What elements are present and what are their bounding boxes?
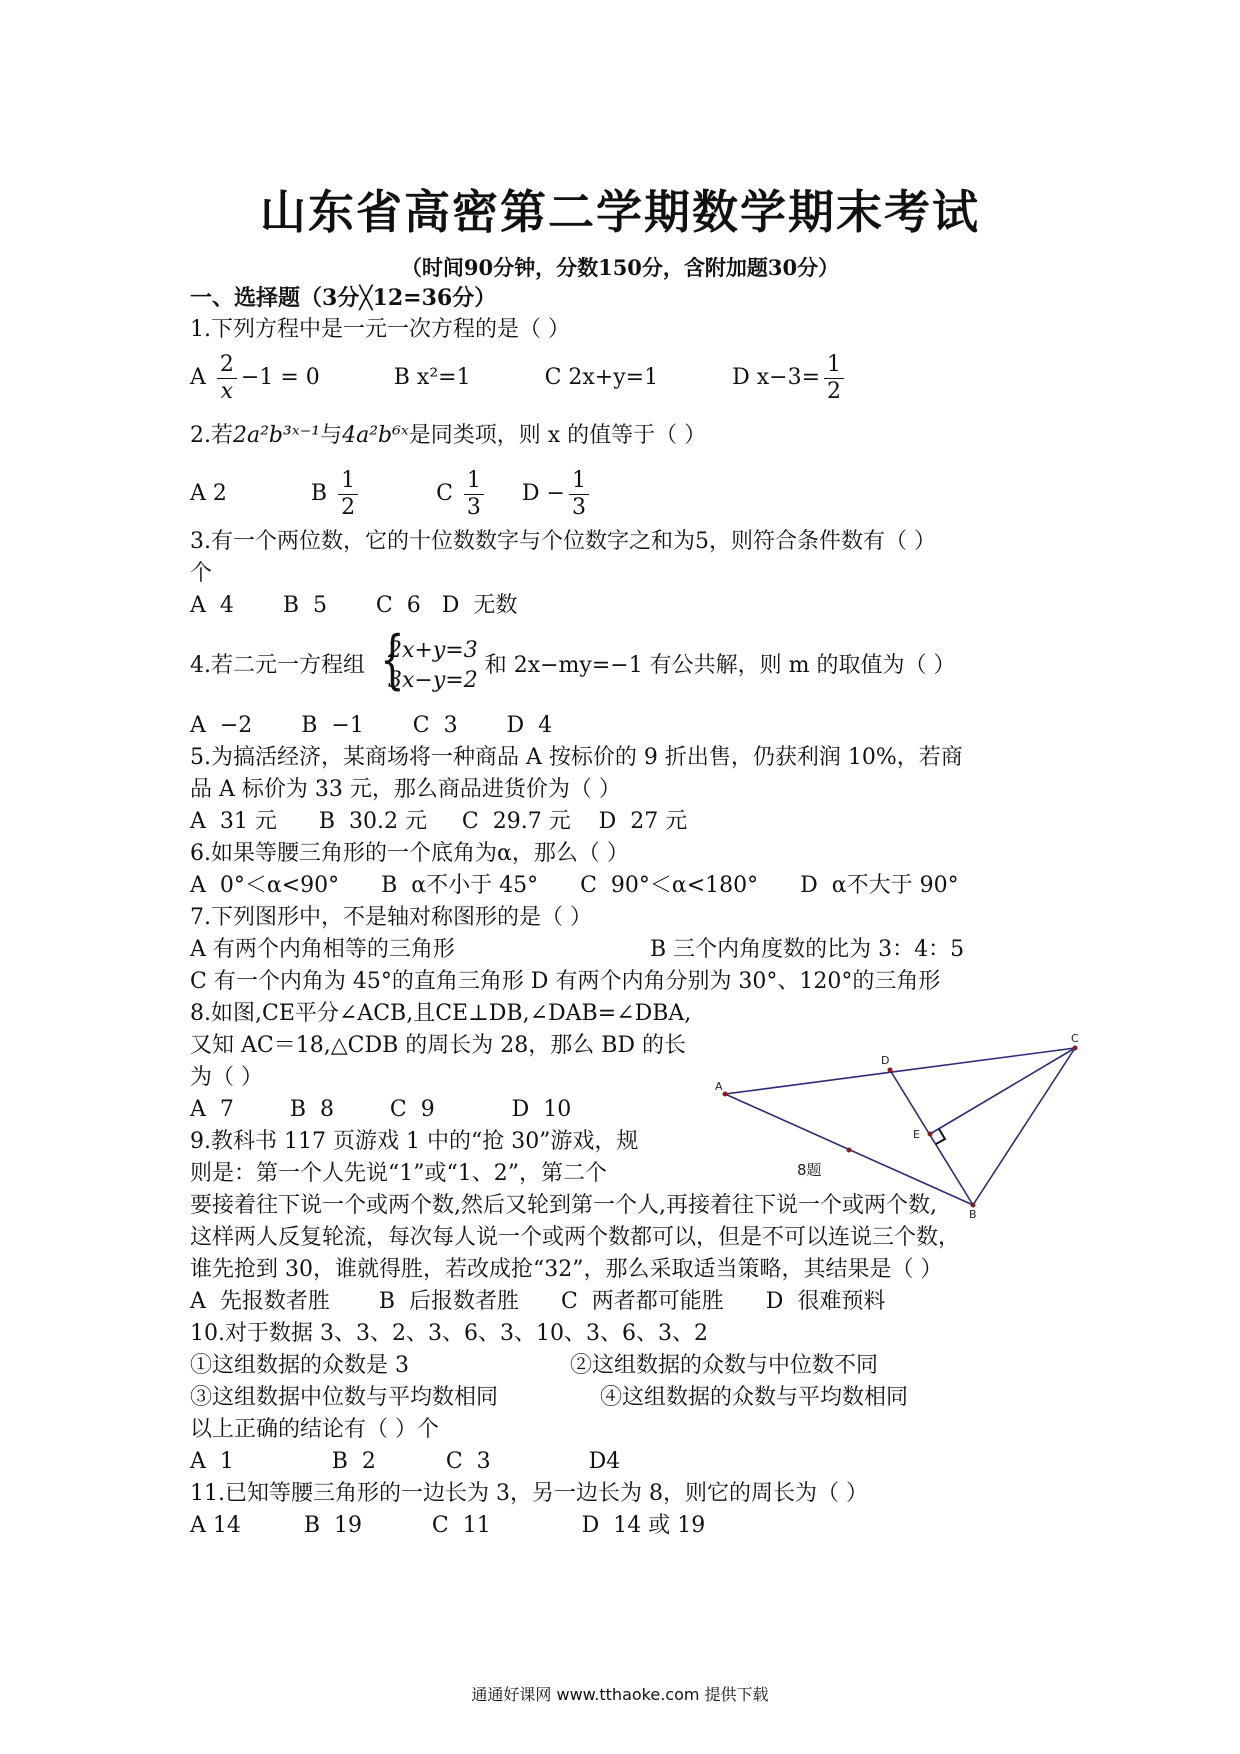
question-10-statements-34 (190, 1382, 1070, 1414)
question-10-options: A 1 B 2 C 3 D4 (190, 1449, 621, 1474)
q4-stem-post: 和 2x−my=−1 有公共解，则 m 的取值为（ ） (484, 653, 956, 678)
question-8-options: A 7 B 8 C 9 D 10 (190, 1097, 572, 1122)
q10-statement-1: ①这组数据的众数是 3 (190, 1353, 409, 1378)
q2-b-denominator: 2 (341, 494, 356, 520)
point-a (723, 1092, 728, 1097)
q1-option-a-rest: −1 = 0 (240, 365, 320, 390)
question-1-stem: 1.下列方程中是一元一次方程的是（ ） (190, 317, 570, 342)
question-7-options-cd: C 有一个内角为 45°的直角三角形 D 有两个内角分别为 30°、120°的三角形 (190, 969, 941, 994)
label-a: A (715, 1080, 723, 1093)
q4-equation-system (372, 623, 478, 697)
q2-option-b-label: B (310, 481, 328, 506)
question-5-options: A 31 元 B 30.2 元 C 29.7 元 D 27 元 (190, 809, 688, 834)
q1-option-a-label: A (190, 365, 206, 390)
q2-option-a: A 2 (190, 481, 227, 506)
q1-option-d-label: D x−3= (732, 365, 821, 390)
right-angle-marker (936, 1129, 945, 1144)
q2-stem-pre: 2.若 (190, 423, 233, 448)
segment-cb (973, 1048, 1075, 1205)
q2-option-b-fraction (338, 468, 358, 521)
question-9-line-4: 这样两人反复轮流，每次每人说一个或两个数都可以，但是不可以连说三个数， (190, 1225, 961, 1250)
exam-subtitle: （时间90分钟，分数150分，含附加题30分） (400, 255, 840, 280)
question-11-options: A 14 B 19 C 11 D 14 或 19 (190, 1513, 706, 1538)
figure-caption: 8题 (797, 1161, 822, 1179)
q4-equation-2: 3x−y=2 (388, 668, 478, 693)
point-e (928, 1132, 933, 1137)
label-e: E (913, 1128, 920, 1141)
label-c: C (1071, 1032, 1079, 1045)
q2-c-numerator: 1 (464, 468, 484, 495)
q10-statement-3: ③这组数据中位数与平均数相同 (190, 1385, 499, 1410)
question-9-line-1: 9.教科书 117 页游戏 1 中的“抢 30”游戏，规 (190, 1129, 639, 1154)
q2-term1: 2a²b³ˣ⁻¹ (233, 423, 321, 448)
q4-stem-pre: 4.若二元一方程组 (190, 653, 365, 678)
q2-stem-post: 是同类项，则 x 的值等于（ ） (408, 423, 707, 448)
question-6-options: A 0°＜α<90° B α不小于 45° C 90°＜α<180° D α不大于 90° (190, 873, 959, 898)
q2-d-denominator: 3 (571, 494, 586, 520)
question-10-stem-cont: 以上正确的结论有（ ）个 (190, 1417, 439, 1442)
q4-equation-1: 2x+y=3 (388, 638, 478, 663)
question-2-options (190, 462, 1070, 526)
q1-a-numerator: 2 (217, 352, 237, 379)
q1-d-denominator: 2 (827, 378, 842, 404)
q2-b-numerator: 1 (338, 468, 358, 495)
segment-ce (930, 1048, 1075, 1134)
label-d: D (881, 1054, 890, 1067)
question-5-stem-cont: 品 A 标价为 33 元，那么商品进货价为（ ） (190, 777, 621, 802)
q2-c-denominator: 3 (466, 494, 481, 520)
question-8-stem: 8.如图,CE平分∠ACB,且CE⊥DB,∠DAB=∠DBA, (190, 1001, 692, 1026)
q1-d-numerator: 1 (824, 352, 844, 379)
question-3-stem-cont: 个 (190, 561, 213, 586)
point-midpoint (847, 1148, 852, 1153)
question-3-options: A 4 B 5 C 6 D 无数 (190, 593, 518, 618)
q2-option-c-fraction (464, 468, 484, 521)
question-9-line-3: 要接着往下说一个或两个数,然后又轮到第一个人,再接着往下说一个或两个数, (190, 1193, 937, 1218)
question-7-stem: 7.下列图形中，不是轴对称图形的是（ ） (190, 905, 592, 930)
question-6-stem: 6.如果等腰三角形的一个底角为α，那么（ ） (190, 841, 629, 866)
point-d (888, 1068, 893, 1073)
question-10-stem: 10.对于数据 3、3、2、3、6、3、10、3、6、3、2 (190, 1321, 708, 1346)
point-b (971, 1203, 976, 1208)
question-1-options (190, 346, 1070, 410)
question-10-statements-12 (190, 1350, 1070, 1382)
q1-option-a-fraction (217, 352, 237, 405)
section-heading: 一、选择题（3分╳12=36分） (190, 285, 497, 311)
question-5-stem: 5.为搞活经济，某商场将一种商品 A 按标价的 9 折出售，仍获利润 10%，若商 (190, 745, 963, 770)
exam-title: 山东省高密第二学期数学期末考试 (260, 185, 980, 239)
question-7-options-ab (190, 934, 1070, 966)
q2-option-c-label: C (436, 481, 453, 506)
q7-option-b: B 三个内角度数的比为 3：4：5 (650, 937, 965, 962)
left-brace-icon: { (380, 623, 405, 697)
q10-statement-4: ④这组数据的众数与平均数相同 (600, 1385, 909, 1410)
q2-option-d-label: D − (521, 481, 565, 506)
segment-db (890, 1070, 973, 1205)
q2-d-numerator: 1 (569, 468, 589, 495)
q1-option-c: C 2x+y=1 (544, 365, 659, 390)
question-4-options: A −2 B −1 C 3 D 4 (190, 713, 553, 738)
triangle-figure (715, 1030, 1095, 1220)
question-2-stem (190, 410, 1070, 462)
q7-option-a: A 有两个内角相等的三角形 (190, 937, 455, 962)
question-8-stem-cont: 又知 AC＝18,△CDB 的周长为 28，那么 BD 的长 (190, 1033, 687, 1058)
question-8-stem-end: 为（ ） (190, 1065, 263, 1090)
q2-stem-mid: 与 (320, 423, 343, 448)
q1-option-b: B x²=1 (393, 365, 471, 390)
point-c (1073, 1046, 1078, 1051)
q2-option-d-fraction (569, 468, 589, 521)
question-11-stem: 11.已知等腰三角形的一边长为 3，另一边长为 8，则它的周长为（ ） (190, 1481, 868, 1506)
question-4-stem (190, 623, 1070, 704)
q1-a-denominator: x (220, 378, 234, 404)
question-9-line-2: 则是：第一个人先说“1”或“1、2”，第二个 (190, 1161, 607, 1186)
q10-statement-2: ②这组数据的众数与中位数不同 (570, 1353, 879, 1378)
q1-option-d-fraction (824, 352, 844, 405)
question-9-line-5: 谁先抢到 30，谁就得胜，若改成抢“32”，那么采取适当策略，其结果是（ ） (190, 1257, 943, 1282)
label-b: B (969, 1208, 977, 1220)
question-9-options: A 先报数者胜 B 后报数者胜 C 两者都可能胜 D 很难预料 (190, 1289, 886, 1314)
page-footer: 通通好课网 www.tthaoke.com 提供下载 (471, 1685, 769, 1704)
question-list (190, 282, 1070, 1542)
q2-term2: 4a²b⁶ˣ (342, 423, 409, 448)
question-3-stem: 3.有一个两位数，它的十位数数字与个位数字之和为5，则符合条件数有（ ） (190, 529, 936, 554)
